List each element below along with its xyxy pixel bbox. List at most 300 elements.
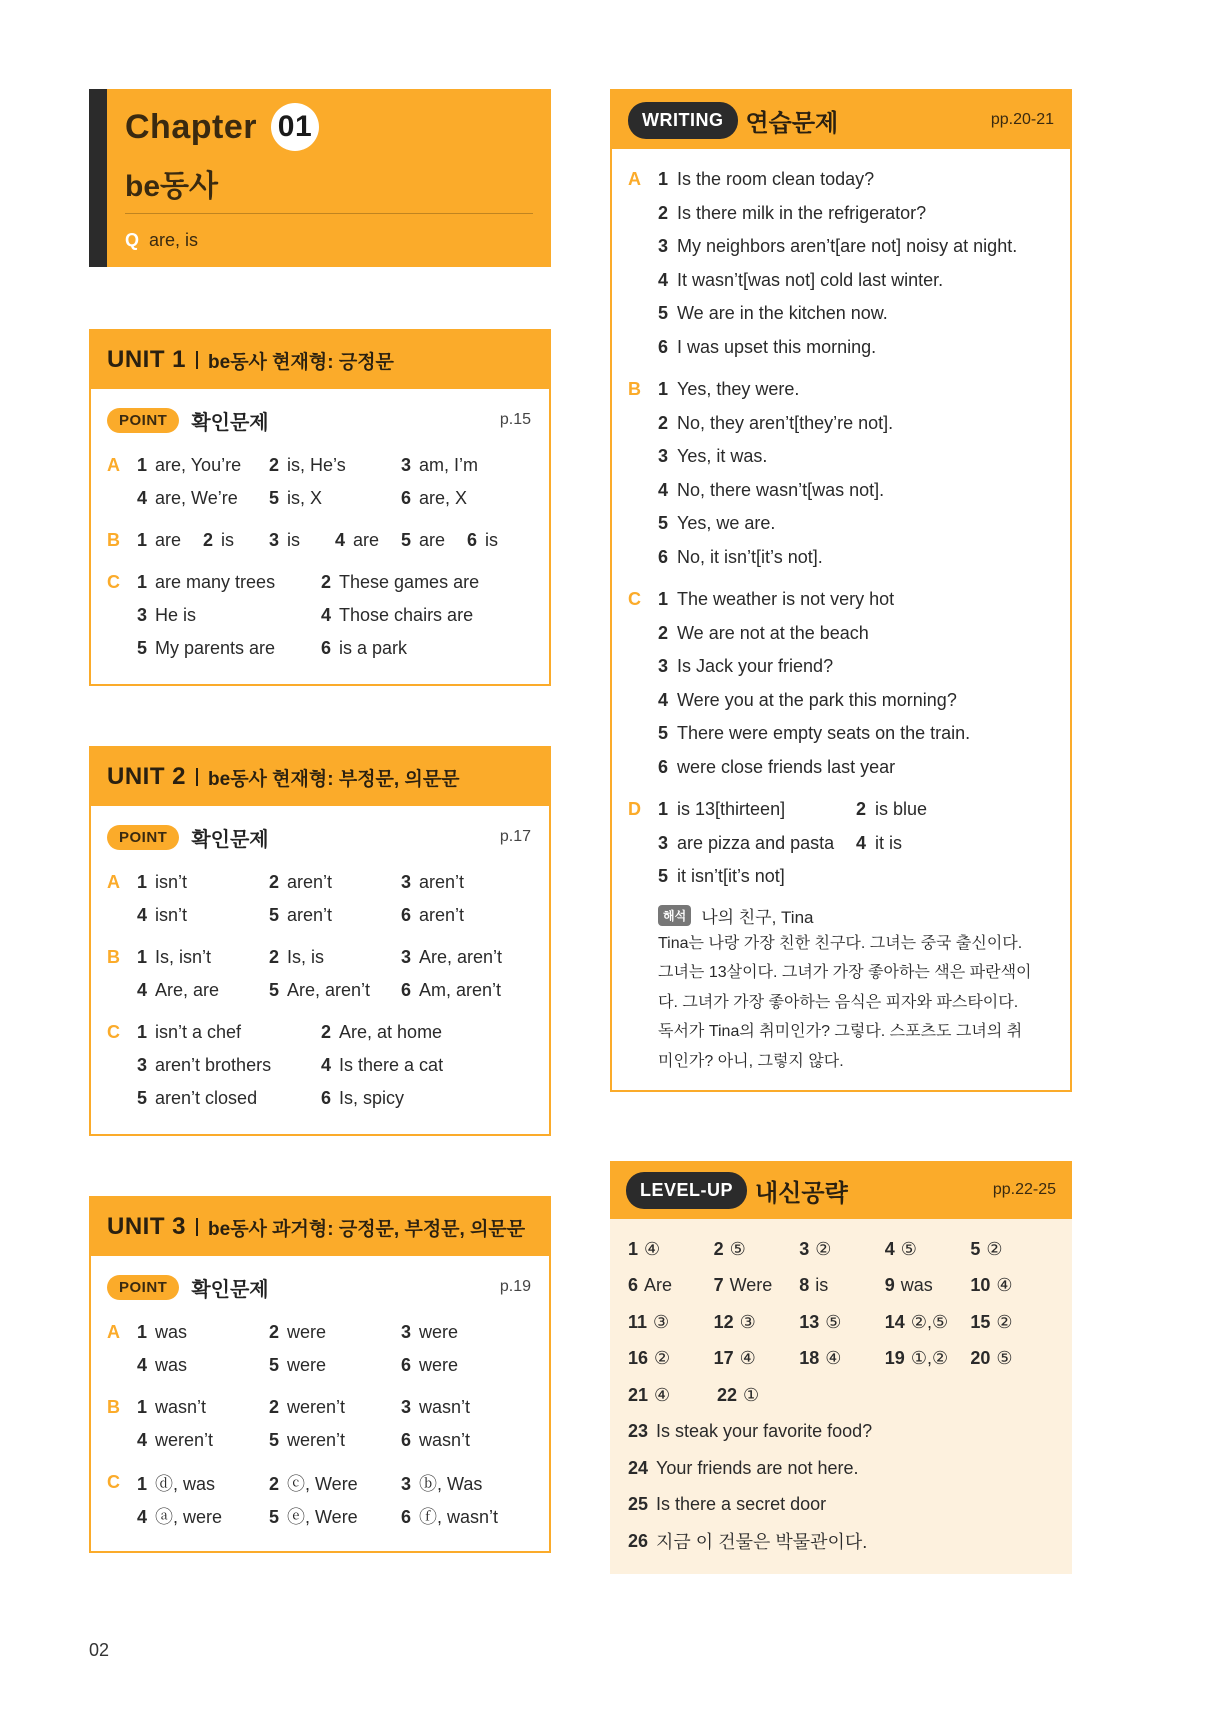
item-answer: ② [996,1311,1013,1332]
answer-item [269,872,401,893]
writing-row [658,751,1054,785]
item-number: 2 [856,799,867,820]
writing-title: 연습문제 [745,109,839,137]
writing-row [658,541,1054,575]
item-answer: ⑤ [825,1311,842,1332]
item-number: 3 [137,605,148,625]
item-number: 3 [401,872,412,892]
answer-item [321,572,505,593]
item-answer: ⓕ, wasn’t [419,1506,499,1527]
item-answer: am, I’m [419,455,479,475]
item-number: 6 [401,488,412,508]
unit-2-card [89,746,551,1136]
item-number: 11 [628,1311,648,1332]
unit-answers [91,1302,549,1551]
item-number: 6 [401,1355,412,1375]
item-number: 1 [628,1238,639,1259]
unit-title: be동사 현재형: 긍정문 [208,351,394,373]
answer-item [799,1312,885,1333]
answer-item [628,1348,714,1369]
chapter-question [125,230,198,251]
chapter-label: Chapter [125,107,257,146]
answer-item [321,1022,505,1043]
item-answer: Are, aren’t [287,980,371,1000]
item-number: 2 [321,1022,332,1042]
item-number: 3 [401,455,412,475]
item-number: 15 [970,1311,991,1332]
item-number: 6 [401,1506,412,1527]
chapter-title [125,103,319,151]
answer-item [269,1322,401,1343]
item-answer: There were empty seats on the train. [677,723,971,744]
levelup-card [610,1161,1072,1574]
answer-item [799,1348,885,1369]
item-answer: are, We’re [155,488,238,508]
writing-card [610,89,1072,1092]
chapter-accent-bar [89,89,107,267]
writing-section [628,163,1054,364]
item-number: 3 [401,947,412,967]
item-number: 2 [269,872,280,892]
item-number: 1 [137,872,148,892]
writing-pages: pp.20-21 [990,111,1054,128]
item-answer: was [900,1275,933,1296]
item-number: 6 [467,530,478,550]
item-answer: wasn’t [155,1397,207,1417]
item-answer: aren’t [419,905,465,925]
item-answer: Were you at the park this morning? [677,689,957,710]
answer-item [714,1348,800,1369]
item-number: 13 [799,1311,820,1332]
chapter-header [89,89,551,267]
levelup-header [610,1161,1072,1219]
unit-header [91,331,549,389]
item-number: 9 [884,1275,895,1296]
writing-row [658,474,1054,508]
answer-section [107,1391,533,1457]
answer-item [137,1470,269,1496]
answer-item [401,980,533,1001]
chapter-subtitle: be동사 [125,170,218,203]
chapter-number: 01 [271,103,319,151]
item-number: 2 [269,1322,280,1342]
translation-line: Tina는 나랑 가장 친한 친구다. 그녀는 중국 출신이다. [658,934,1023,952]
item-answer: 지금 이 건물은 박물관이다. [656,1532,868,1553]
item-number: 3 [658,656,669,677]
item-answer: No, it isn’t[it’s not]. [677,546,823,567]
translation-tag: 해석 [658,905,691,926]
item-number: 7 [713,1275,724,1296]
item-answer: was [155,1355,188,1375]
item-number: 4 [137,1430,148,1450]
translation-title-line [658,903,1054,929]
item-number: 5 [970,1238,981,1259]
answer-row [137,974,533,1007]
levelup-body [610,1219,1072,1574]
item-answer: it isn’t[it’s not] [677,866,785,887]
answer-row [137,482,533,515]
answer-section [107,566,533,665]
item-number: 4 [658,479,669,500]
item-number: 6 [658,546,669,567]
answer-item [137,905,269,926]
item-number: 2 [658,622,669,643]
answer-item [799,1275,885,1296]
answer-item [137,947,269,968]
unit-answers [91,852,549,1134]
answer-item [269,530,335,551]
page-reference: p.17 [499,828,531,845]
answer-item [269,1430,401,1451]
item-answer: were [287,1355,327,1375]
levelup-row [628,1268,1056,1305]
item-number: 3 [401,1322,412,1342]
answer-item [856,833,1054,854]
item-number: 8 [799,1275,810,1296]
item-number: 4 [137,488,148,508]
item-number: 5 [658,723,669,744]
item-answer: is a park [339,638,408,658]
writing-row [658,717,1054,751]
levelup-row [628,1377,1056,1414]
item-number: 1 [137,530,148,550]
answer-item [203,530,269,551]
item-answer: ⓓ, was [155,1473,216,1494]
translation-note [628,903,1054,1077]
item-number: 5 [269,1506,280,1527]
item-answer: Are [644,1275,673,1296]
item-number: 3 [401,1397,412,1417]
answer-item [137,1355,269,1376]
item-answer: ② [986,1238,1003,1259]
item-number: 3 [401,1473,412,1494]
item-answer: were [419,1322,459,1342]
item-answer: aren’t brothers [155,1055,272,1075]
item-answer: weren’t [287,1430,346,1450]
item-number: 1 [658,589,669,610]
item-number: 5 [658,866,669,887]
answer-row [137,599,533,632]
item-answer: are pizza and pasta [677,832,835,853]
answer-item [137,872,269,893]
item-answer: weren’t [155,1430,214,1450]
left-column [89,89,551,1527]
item-answer: was [155,1322,188,1342]
item-answer: is, He’s [287,455,346,475]
item-answer: Yes, it was. [677,446,768,467]
item-number: 2 [269,455,280,475]
writing-row [658,373,1054,407]
item-answer: isn’t [155,905,188,925]
answer-item [137,488,269,509]
item-answer: Are, are [155,980,220,1000]
item-number: 6 [401,1430,412,1450]
item-answer: is [485,530,499,550]
item-number: 1 [658,379,669,400]
item-number: 5 [269,488,280,508]
answer-section [107,524,533,557]
item-answer: ⓒ, Were [287,1473,358,1494]
item-answer: ⑤ [996,1348,1013,1369]
item-number: 1 [658,799,669,820]
answer-item [269,455,401,476]
item-number: 4 [137,1506,148,1527]
writing-header [612,91,1070,149]
unit-header [91,748,549,806]
writing-row [658,583,1054,617]
item-number: 5 [269,1430,280,1450]
answer-item [137,1322,269,1343]
item-number: 1 [137,572,148,592]
item-answer: Am, aren’t [419,980,502,1000]
item-answer: Your friends are not here. [656,1457,859,1478]
item-number: 4 [321,1055,332,1075]
writing-row [658,297,1054,331]
item-number: 6 [321,1088,332,1108]
answer-row [137,1424,533,1457]
item-number: 3 [658,832,669,853]
item-number: 1 [658,169,669,190]
answer-item [137,572,321,593]
answer-item [401,1503,533,1529]
answer-item [137,1022,321,1043]
item-answer: isn’t [155,872,188,892]
item-number: 3 [269,530,280,550]
answer-row [137,632,533,665]
item-number: 2 [713,1238,724,1259]
answer-item [856,799,1054,820]
section-letter: A [107,1322,120,1342]
item-answer: were close friends last year [677,756,896,777]
section-letter: B [628,379,641,399]
item-number: 12 [713,1311,734,1332]
item-number: 20 [970,1348,991,1369]
answer-item [269,905,401,926]
answer-item [137,605,321,626]
answer-item [799,1239,885,1260]
item-number: 5 [658,513,669,534]
item-answer: ③ [653,1311,670,1332]
item-answer: aren’t [419,872,465,892]
unit-separator [196,768,198,786]
item-number: 4 [137,980,148,1000]
item-answer: ④ [654,1384,671,1405]
answer-item [885,1348,971,1369]
answer-item [714,1239,800,1260]
item-answer: I was upset this morning. [677,336,877,357]
answer-item [401,1322,533,1343]
item-answer: wasn’t [419,1430,471,1450]
answer-item [137,980,269,1001]
point-badge: POINT [107,408,179,433]
item-number: 10 [970,1275,991,1296]
answer-row [137,1082,533,1115]
item-number: 4 [658,689,669,710]
levelup-title: 내신공략 [755,1179,848,1207]
answer-item [628,1385,717,1406]
answer-item [628,1275,714,1296]
item-answer: is [287,530,301,550]
writing-row [658,793,1054,827]
answer-item [401,1397,533,1418]
item-answer: are many trees [155,572,276,592]
item-answer: Is, isn’t [155,947,212,967]
answer-item [269,488,401,509]
item-answer: ⓐ, were [155,1506,223,1527]
translation-line: 다. 그녀가 가장 좋아하는 음식은 피자와 파스타이다. [658,993,1019,1011]
item-answer: Yes, we are. [677,513,776,534]
writing-row [658,264,1054,298]
chapter-divider [125,213,533,214]
levelup-line [628,1450,1056,1487]
levelup-pill: LEVEL-UP [626,1172,747,1209]
answer-item [467,530,533,551]
section-letter: C [628,589,641,609]
answer-item [401,905,533,926]
answer-section [107,1316,533,1382]
item-answer: are [155,530,182,550]
item-number: 2 [269,1473,280,1494]
answer-item [137,1055,321,1076]
item-answer: aren’t [287,905,333,925]
item-answer: aren’t [287,872,333,892]
item-answer: is [221,530,235,550]
item-answer: He is [155,605,197,625]
item-answer: Is, spicy [339,1088,405,1108]
item-answer: is 13[thirteen] [677,799,786,820]
item-answer: Are, aren’t [419,947,503,967]
answer-section [107,449,533,515]
item-number: 4 [884,1238,895,1259]
writing-section [628,793,1054,894]
item-answer: We are not at the beach [677,622,869,643]
writing-row [658,650,1054,684]
answer-item [970,1239,1056,1260]
point-row [91,1256,549,1302]
item-number: 5 [658,303,669,324]
answer-section [107,1466,533,1532]
answer-item [401,947,533,968]
answer-item [970,1312,1056,1333]
item-answer: were [287,1322,327,1342]
item-number: 2 [269,1397,280,1417]
unit-header [91,1198,549,1256]
item-answer: ③ [739,1311,756,1332]
answer-item [714,1275,800,1296]
item-number: 21 [628,1384,649,1405]
answer-row [137,1466,533,1499]
question-label: Q [125,230,140,250]
translation-line: 독서가 Tina의 취미인가? 그렇다. 스포츠도 그녀의 취 [658,1023,1023,1040]
item-number: 3 [137,1055,148,1075]
levelup-line [628,1487,1056,1524]
item-number: 5 [137,638,148,658]
item-answer: ④ [825,1348,842,1369]
item-number: 26 [628,1530,649,1551]
item-number: 4 [658,269,669,290]
item-number: 4 [137,905,148,925]
answer-item [137,455,269,476]
page-reference: p.19 [499,1278,531,1295]
answer-item [269,1355,401,1376]
item-answer: Is the room clean today? [677,169,875,190]
item-number: 1 [137,1397,148,1417]
answer-row [137,866,533,899]
answer-item [717,1385,806,1406]
item-answer: are [419,530,446,550]
section-letter: D [628,799,641,819]
section-letter: B [107,1397,120,1417]
item-number: 24 [628,1457,649,1478]
answer-item [714,1312,800,1333]
unit-answers [91,435,549,684]
item-answer: Is Jack your friend? [677,656,834,677]
section-letter: B [107,947,120,967]
section-letter: B [107,530,120,550]
question-answer: are, is [149,230,199,250]
item-answer: My neighbors aren’t[are not] noisy at night. [677,236,1018,257]
answer-item [269,1397,401,1418]
unit-1-card [89,329,551,686]
answer-item [401,488,533,509]
item-number: 4 [856,832,867,853]
answer-item [885,1239,971,1260]
item-answer: wasn’t [419,1397,471,1417]
item-answer: is [815,1275,829,1296]
item-number: 4 [137,1355,148,1375]
section-letter: A [628,169,641,189]
answer-item [628,1239,714,1260]
answer-item [970,1348,1056,1369]
item-answer: it is [875,832,903,853]
answer-row [137,524,533,557]
page-reference: p.15 [499,411,531,428]
writing-section [628,583,1054,784]
unit-title: be동사 과거형: 긍정문, 부정문, 의문문 [208,1218,526,1240]
writing-section [628,373,1054,574]
answer-row [137,941,533,974]
item-answer: Is there a cat [339,1055,444,1075]
item-answer: were [419,1355,459,1375]
answer-item [321,638,505,659]
item-number: 1 [137,1022,148,1042]
item-answer: ④ [739,1348,756,1369]
translation-line: 미인가? 아니, 그렇지 않다. [658,1052,844,1070]
answer-item [137,530,203,551]
answer-item [628,1312,714,1333]
item-number: 6 [321,638,332,658]
item-number: 5 [401,530,412,550]
item-number: 6 [628,1275,639,1296]
answer-item [321,605,505,626]
item-number: 2 [203,530,214,550]
answer-item [137,638,321,659]
item-number: 1 [137,1473,148,1494]
answer-item [401,872,533,893]
item-number: 3 [658,236,669,257]
item-number: 6 [401,980,412,1000]
section-letter: A [107,872,120,892]
unit-label: UNIT 3 [107,1213,187,1240]
writing-row [658,197,1054,231]
item-answer: ①,② [910,1348,949,1369]
point-title: 확인문제 [191,1278,269,1301]
answer-item [401,530,467,551]
item-answer: ② [654,1348,671,1369]
section-letter: C [107,572,120,592]
item-answer: Yes, they were. [677,379,800,400]
item-number: 19 [884,1348,905,1369]
